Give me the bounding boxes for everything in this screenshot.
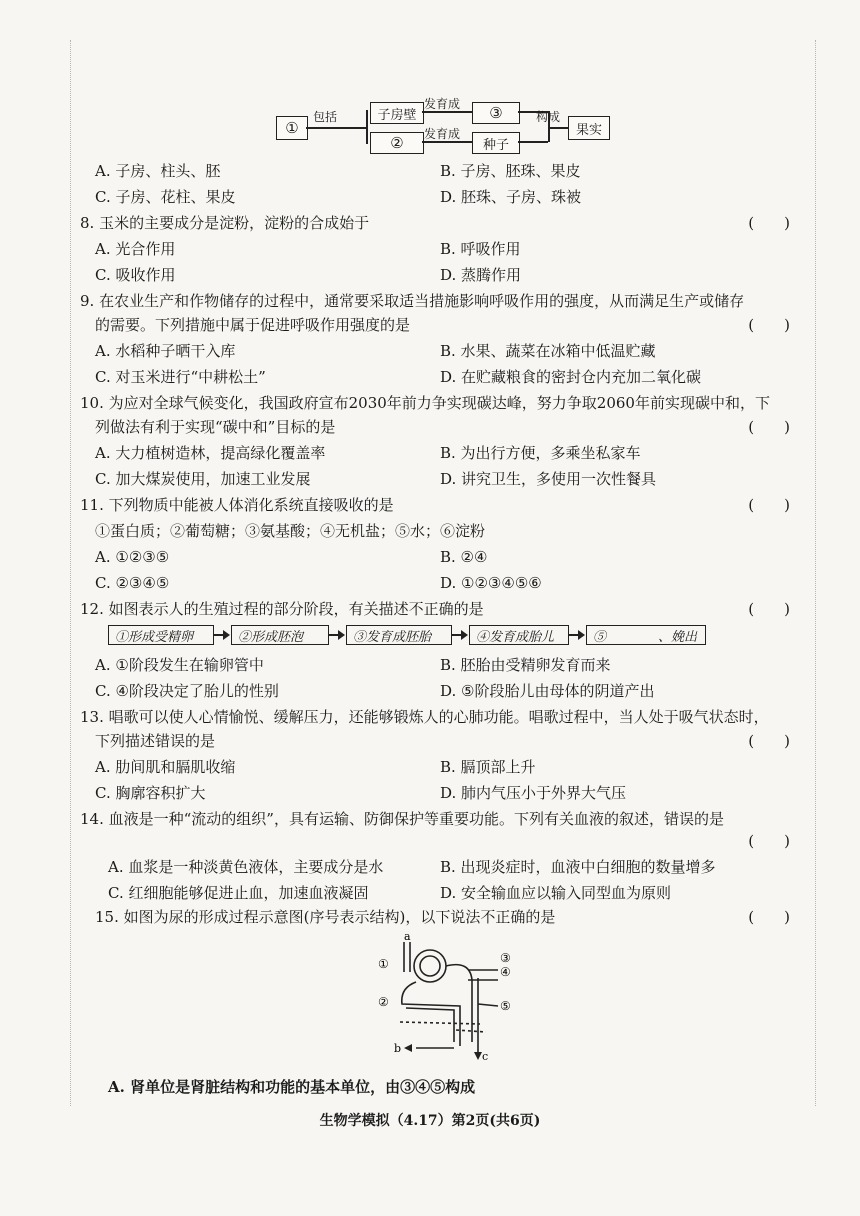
connector-line — [306, 127, 366, 129]
label-1: ① — [378, 957, 389, 971]
flow-step-2: ②形成胚泡 — [231, 625, 329, 645]
q11-option-c: C. ②③④⑤ — [95, 574, 170, 592]
develop-label-1: 发育成 — [424, 97, 461, 111]
connector-line — [422, 111, 472, 113]
q11-option-a: A. ①②③⑤ — [95, 548, 170, 566]
q12-option-a: A. ①阶段发生在输卵管中 — [95, 656, 264, 674]
connector-line — [366, 110, 368, 144]
q14-option-a: A. 血浆是一种淡黄色液体，主要成分是水 — [108, 858, 384, 876]
q7-option-a: A. 子房、柱头、胚 — [95, 162, 221, 180]
q11-items: ①蛋白质；②葡萄糖；③氨基酸；④无机盐；⑤水；⑥淀粉 — [95, 522, 486, 540]
answer-paren: ( ) — [748, 316, 790, 334]
q14-option-c: C. 红细胞能够促进止血，加速血液凝固 — [108, 884, 369, 902]
q7-option-c: C. 子房、花柱、果皮 — [95, 188, 236, 206]
q9-option-a: A. 水稻种子晒干入库 — [95, 342, 236, 360]
label-5: ⑤ — [500, 999, 511, 1013]
q9-option-d: D. 在贮藏粮食的密封仓内充加二氧化碳 — [440, 368, 702, 386]
flow-arrow — [569, 634, 583, 636]
label-a: a — [404, 930, 411, 943]
right-margin-dots — [815, 40, 816, 1106]
develop-label-2: 发育成 — [424, 127, 461, 141]
q7-option-d: D. 胚珠、子房、珠被 — [440, 188, 582, 206]
answer-paren: ( ) — [748, 908, 790, 926]
q9-stem-2: 的需要。下列措施中属于促进呼吸作用强度的是 ( ) — [95, 316, 790, 334]
q13-stem-2: 下列描述错误的是 ( ) — [95, 732, 790, 750]
nephron-diagram — [360, 930, 530, 1062]
answer-paren: ( ) — [748, 496, 790, 514]
q8-option-b: B. 呼吸作用 — [440, 240, 521, 258]
q10-stem-1: 10. 为应对全球气候变化，我国政府宣布2030年前力争实现碳达峰，努力争取2060年前实现碳中和，下 — [80, 394, 770, 412]
q13-stem-1: 13. 唱歌可以使人心情愉悦、缓解压力，还能够锻炼人的心肺功能。唱歌过程中，当人处于吸气状态时， — [80, 708, 769, 726]
label-b: b — [394, 1042, 402, 1055]
connector-line — [518, 141, 548, 143]
flow-arrow — [214, 634, 228, 636]
form-label: 构成 — [536, 110, 561, 124]
q11-option-b: B. ②④ — [440, 548, 488, 566]
q12-option-d: D. ⑤阶段胎儿由母体的阴道产出 — [440, 682, 655, 700]
answer-paren: ( ) — [748, 832, 790, 850]
connector-line — [422, 141, 472, 143]
q12-stem: 12. 如图表示人的生殖过程的部分阶段，有关描述不正确的是 ( ) — [80, 600, 790, 618]
diagram-box-1: ① — [276, 116, 308, 140]
diagram-box-3: ③ — [472, 102, 520, 124]
answer-paren: ( ) — [748, 600, 790, 618]
q9-stem-1: 9. 在农业生产和作物储存的过程中，通常要采取适当措施影响呼吸作用的强度，从而满足生产或储存 — [80, 292, 745, 310]
q9-option-c: C. 对玉米进行“中耕松土” — [95, 368, 266, 386]
q12-option-b: B. 胚胎由受精卵发育而来 — [440, 656, 611, 674]
label-c: c — [482, 1050, 489, 1062]
q15-stem: 15. 如图为尿的形成过程示意图(序号表示结构)，以下说法不正确的是 ( ) — [95, 908, 790, 926]
q13-option-a: A. 肋间肌和膈肌收缩 — [95, 758, 236, 776]
q11-option-d: D. ①②③④⑤⑥ — [440, 574, 542, 592]
q8-stem: 8. 玉米的主要成分是淀粉，淀粉的合成始于 ( ) — [80, 214, 790, 232]
flow-step-5: ⑤ 、娩出 — [586, 625, 706, 645]
flow-step-1: ①形成受精卵 — [108, 625, 214, 645]
q13-option-b: B. 膈顶部上升 — [440, 758, 536, 776]
flow-arrow — [452, 634, 466, 636]
left-margin-dots — [70, 40, 71, 1106]
connector-line — [548, 127, 568, 129]
q12-option-c: C. ④阶段决定了胎儿的性别 — [95, 682, 279, 700]
q8-option-c: C. 吸收作用 — [95, 266, 176, 284]
q14-option-d: D. 安全输血应以输入同型血为原则 — [440, 884, 672, 902]
flow-arrow — [329, 634, 343, 636]
q10-option-d: D. 讲究卫生，多使用一次性餐具 — [440, 470, 657, 488]
q14-stem: 14. 血液是一种“流动的组织”，具有运输、防御保护等重要功能。下列有关血液的叙述，错误的是 — [80, 810, 724, 828]
seed-box: 种子 — [472, 132, 520, 154]
ovary-wall-box: 子房壁 — [370, 102, 424, 124]
include-label: 包括 — [313, 110, 338, 124]
label-3: ③ — [500, 951, 511, 965]
page-footer: 生物学模拟（4.17）第2页(共6页) — [319, 1113, 541, 1129]
q15-option-a: A. 肾单位是肾脏结构和功能的基本单位，由③④⑤构成 — [108, 1078, 476, 1096]
fruit-box: 果实 — [568, 116, 610, 140]
q8-option-d: D. 蒸腾作用 — [440, 266, 522, 284]
flow-step-3: ③发育成胚胎 — [346, 625, 452, 645]
q10-option-a: A. 大力植树造林，提高绿化覆盖率 — [95, 444, 326, 462]
q8-option-a: A. 光合作用 — [95, 240, 176, 258]
answer-paren: ( ) — [748, 732, 790, 750]
answer-paren: ( ) — [748, 418, 790, 436]
q7-option-b: B. 子房、胚珠、果皮 — [440, 162, 581, 180]
q10-option-c: C. 加大煤炭使用，加速工业发展 — [95, 470, 311, 488]
diagram-box-2: ② — [370, 132, 424, 154]
q11-stem: 11. 下列物质中能被人体消化系统直接吸收的是 ( ) — [80, 496, 790, 514]
q13-option-d: D. 肺内气压小于外界大气压 — [440, 784, 627, 802]
label-4: ④ — [500, 965, 511, 979]
answer-paren: ( ) — [748, 214, 790, 232]
label-2: ② — [378, 995, 389, 1009]
q9-option-b: B. 水果、蔬菜在冰箱中低温贮藏 — [440, 342, 656, 360]
q13-option-c: C. 胸廓容积扩大 — [95, 784, 206, 802]
q10-option-b: B. 为出行方便，多乘坐私家车 — [440, 444, 641, 462]
flow-step-4: ④发育成胎儿 — [469, 625, 569, 645]
q10-stem-2: 列做法有利于实现“碳中和”目标的是 ( ) — [95, 418, 790, 436]
q14-option-b: B. 出现炎症时，血液中白细胞的数量增多 — [440, 858, 716, 876]
